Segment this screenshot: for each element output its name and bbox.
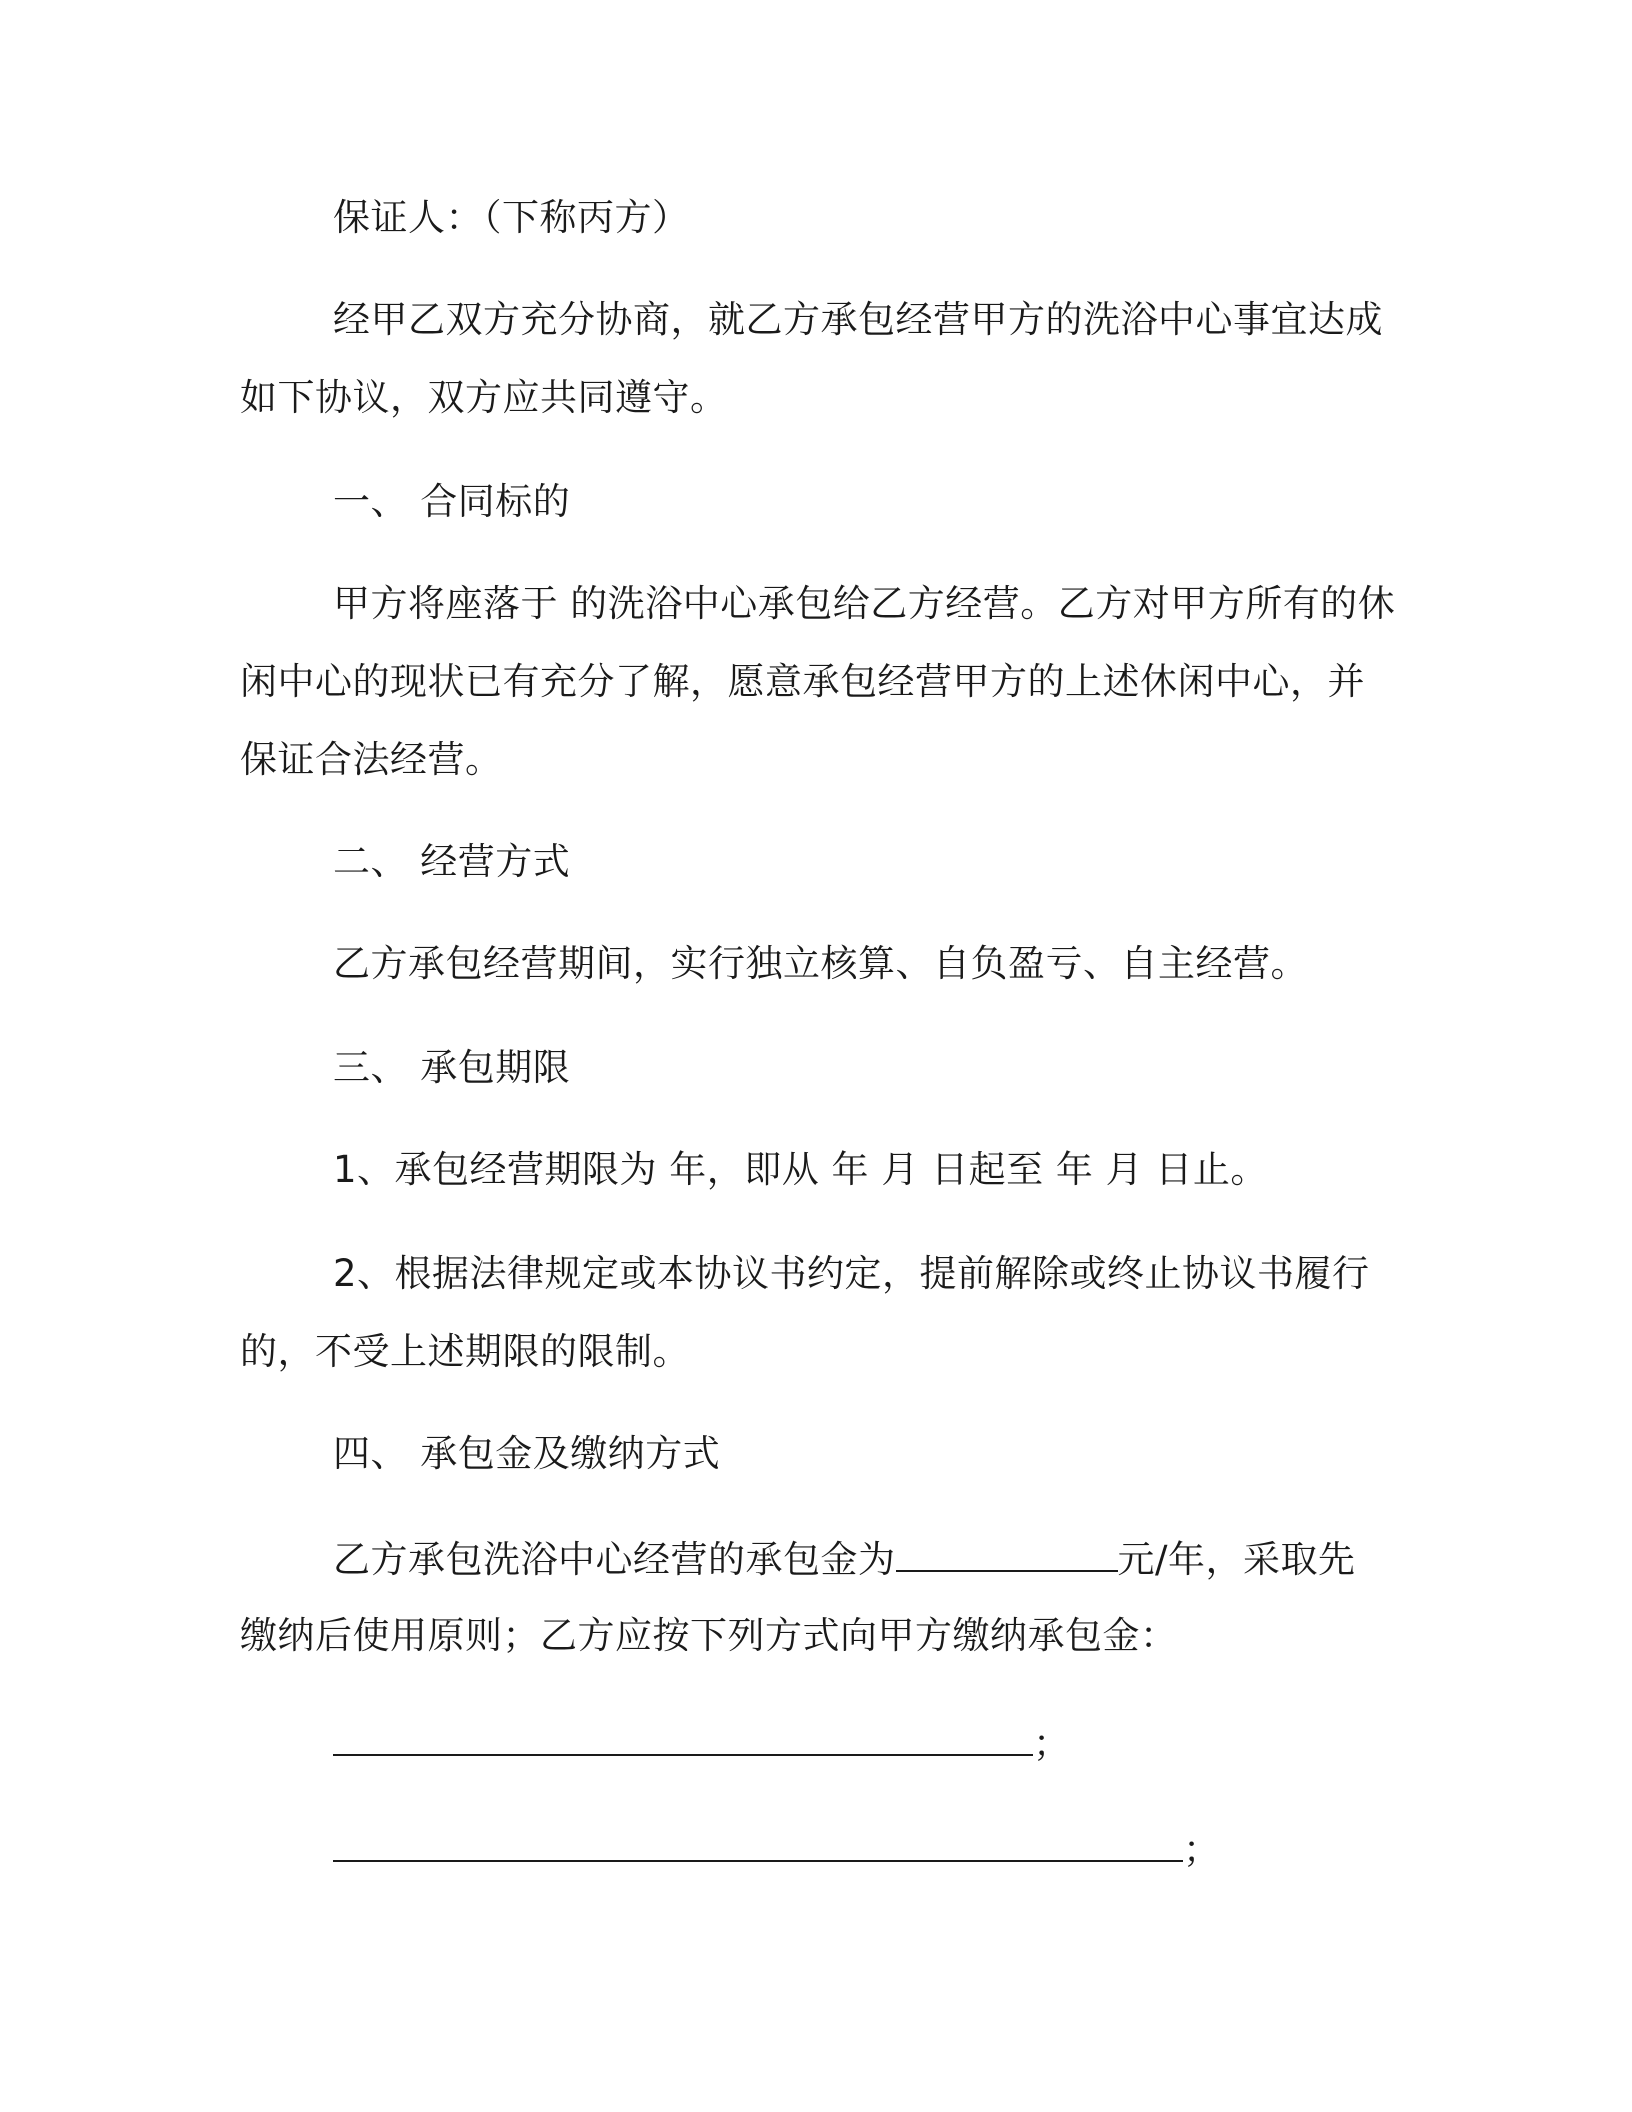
amount-blank-field xyxy=(896,1536,1118,1572)
section-4-text-before-blank: 乙方承包洗浴中心经营的承包金为 xyxy=(333,1538,896,1581)
section-4-paragraph-line-2: 缴纳后使用原则；乙方应按下列方式向甲方缴纳承包金： xyxy=(240,1614,1178,1657)
section-3-item-1: 1、承包经营期限为 年，即从 年 月 日起至 年 月 日止。 xyxy=(333,1148,1268,1191)
section-3-item-2-line-2: 的，不受上述期限的限制。 xyxy=(240,1330,690,1373)
payment-blank-field-1 xyxy=(333,1720,1033,1756)
section-1-paragraph-line-3: 保证合法经营。 xyxy=(240,738,503,781)
intro-paragraph-line-1: 经甲乙双方充分协商，就乙方承包经营甲方的洗浴中心事宜达成 xyxy=(333,298,1383,341)
payment-blank-field-2 xyxy=(333,1826,1183,1862)
section-3-item-2-line-1: 2、根据法律规定或本协议书约定，提前解除或终止协议书履行 xyxy=(333,1252,1370,1295)
payment-blank-line-2 xyxy=(333,1826,1221,1872)
guarantor-line: 保证人：（下称丙方） xyxy=(333,196,690,239)
section-1-paragraph-line-1: 甲方将座落于 的洗浴中心承包给乙方经营。乙方对甲方所有的休 xyxy=(333,582,1396,625)
section-1-paragraph-line-2: 闲中心的现状已有充分了解，愿意承包经营甲方的上述休闲中心，并 xyxy=(240,660,1365,703)
section-1-title: 一、 合同标的 xyxy=(333,480,571,523)
section-3-title: 三、 承包期限 xyxy=(333,1046,571,1089)
intro-paragraph-line-2: 如下协议，双方应共同遵守。 xyxy=(240,376,728,419)
section-4-title: 四、 承包金及缴纳方式 xyxy=(333,1432,721,1475)
payment-blank-line-1 xyxy=(333,1720,1071,1766)
section-4-text-after-blank: 元/年，采取先 xyxy=(1117,1538,1356,1581)
payment-blank-2-suffix: ； xyxy=(1183,1828,1221,1871)
payment-blank-1-suffix: ； xyxy=(1033,1722,1071,1765)
section-2-paragraph: 乙方承包经营期间，实行独立核算、自负盈亏、自主经营。 xyxy=(333,942,1308,985)
section-4-paragraph-line-1 xyxy=(333,1536,1355,1582)
section-2-title: 二、 经营方式 xyxy=(333,840,571,883)
